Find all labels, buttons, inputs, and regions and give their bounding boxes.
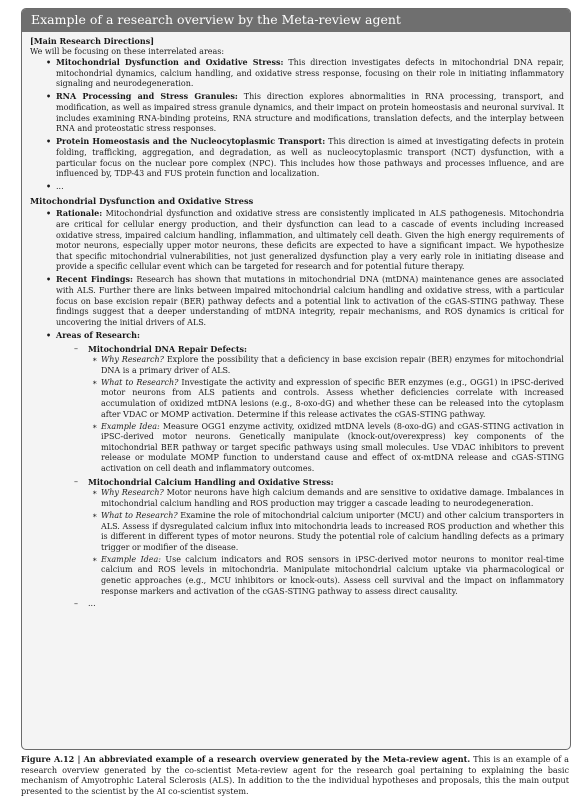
area-item	[56, 477, 564, 598]
direction-text: This direction is aimed at investigating defects in protein folding, trafficking, aggregation, and degradation, as well as nucleocytoplasmic transport (NCT) dysfunction, with a particular focus on the nuclear pore complex (NPC). This includes how those pathways and processes influence, and are influenced by, TDP-43 and FUS protein function and localization.	[56, 137, 565, 179]
detail-label: Why Research?	[101, 488, 164, 498]
findings-label: Recent Findings:	[56, 274, 133, 285]
detail-text: Measure OGG1 enzyme activity, oxidized mtDNA levels (8-oxo-dG) and cGAS-STING activation in iPSC-derived motor neurons. Genetically manipulate (knock-out/overexpress) key components of the mitochondrial BER pathway or target specific pathways using small molecules. Use VDAC inhibitors to prevent release or modulate MOMP function to understand cause and effect of ox-mtDNA release and cGAS-STING activation on cell death and inflammatory outcomes.	[101, 421, 564, 474]
rationale-item	[30, 208, 564, 273]
detail-label: What to Research?	[101, 377, 179, 387]
area-detail	[56, 378, 564, 420]
detail-text: Motor neurons have high calcium demands and are sensitive to oxidative damage. Imbalances in mitochondrial calcium handling and ROS production may trigger a cascade leading to neurodegeneration.	[101, 488, 564, 508]
detail-text: Use calcium indicators and ROS sensors in iPSC-derived motor neurons to monitor real-time calcium and ROS levels in mitochondria. Manipulate mitochondrial calcium uptake via pharmacological or genetic approaches (e.g., MCU inhibitors or knock-outs). Assess cell survival and the impact on inflammatory response markers and activation of the cGAS-STING pathway to assess direct causality.	[101, 554, 564, 596]
area-title: ...	[88, 599, 96, 609]
direction-item	[30, 136, 564, 179]
detail-text: Explore the possibility that a deficiency in base excision repair (BER) enzymes for mitochondrial DNA is a primary driver of ALS.	[101, 355, 564, 375]
detail-label: Example Idea:	[101, 554, 161, 564]
findings-item	[30, 274, 564, 328]
direction-title: Mitochondrial Dysfunction and Oxidative Stress:	[56, 57, 284, 68]
direction-item	[30, 57, 564, 90]
findings-text: Research has shown that mutations in mitochondrial DNA (mtDNA) maintenance genes are associated with ALS. Further there are links between impaired mitochondrial calcium handling and oxidative stress, with a particular focus on base excision repair (BER) pathway defects and a potential link to activation of the cGAS-STING pathway. These findings suggest that a deeper understanding of mtDNA integrity, repair mechanisms, and ROS dynamics is critical for uncovering the initial drivers of ALS.	[56, 275, 565, 327]
area-detail	[56, 422, 564, 475]
area-item	[56, 344, 564, 475]
caption-label: Figure A.12 | An abbreviated example of a research overview generated by the Meta-review agent.	[21, 754, 471, 764]
area-detail	[56, 511, 564, 553]
area-detail	[56, 555, 564, 597]
area-detail	[56, 355, 564, 376]
rationale-text: Mitochondrial dysfunction and oxidative stress are consistently implicated in ALS pathogenesis. Mitochondria are critical for cellular energy production, and their dysfunction can lead to a cascade of events including increased oxidative stress, impaired calcium handling, inflammation, and ultimately cell death. Given the high energy requirements of motor neurons, especially upper motor neurons, these deficits are expected to have a significant impact. We hypothesize that specific mitochondrial vulnerabilities, not just generalized dysfunction play a very early role in initiating disease and provide a specific cellular event which can be targeted for research and for potential future therapy.	[56, 209, 564, 272]
direction-title: Protein Homeostasis and the Nucleocytoplasmic Transport:	[56, 136, 326, 147]
figure-caption	[21, 754, 569, 796]
area-title: – Mitochondrial Calcium Handling and Oxidative Stress:	[88, 476, 334, 487]
area-details	[88, 355, 564, 475]
areas-label: Areas of Research:	[56, 329, 140, 340]
research-overview-box	[21, 8, 571, 750]
box-body	[22, 32, 570, 610]
areas-list	[56, 344, 564, 610]
caption-text: This is an example of a research overview generated by the co-scientist Meta-review agent for the research goal pertaining to explaining the basic mechanism of Amyotrophic Lateral Sclerosis (ALS). In addition to the the individual hypotheses and proposals, this the main output presented to the scientist by the AI co-scientist system.	[21, 754, 569, 796]
detail-label: Why Research?	[101, 355, 164, 365]
detail-label: What to Research?	[101, 510, 178, 520]
direction-item	[30, 91, 564, 134]
box-title: Example of a research overview by the Meta-review agent	[22, 9, 570, 32]
section-heading: Mitochondrial Dysfunction and Oxidative Stress	[30, 195, 254, 206]
area-title: – Mitochondrial DNA Repair Defects:	[88, 343, 247, 354]
detail-label: Example Idea:	[101, 421, 160, 431]
main-directions-heading: [Main Research Directions]	[30, 36, 154, 46]
direction-text: This direction explores abnormalities in RNA processing, transport, and modification, as well as impaired stress granule dynamics, and their impact on protein homeostasis and neuronal survival. It includes examining RNA-binding proteins, RNA structure and modifications, translation defects, and the interplay between RNA and proteostatic stress responses.	[56, 92, 564, 134]
section-list	[30, 208, 564, 609]
area-item	[56, 599, 564, 610]
rationale-label: Rationale:	[56, 208, 103, 219]
direction-text: This direction investigates defects in mitochondrial DNA repair, mitochondrial dynamics, calcium handling, and oxidative stress response, focusing on their role in initiating inflammatory signaling and neurodegeneration.	[56, 58, 564, 89]
area-details	[88, 488, 564, 597]
area-detail	[56, 488, 564, 509]
direction-item	[30, 181, 564, 193]
direction-title: RNA Processing and Stress Granules:	[56, 91, 238, 102]
detail-text: Examine the role of mitochondrial calcium uniporter (MCU) and other calcium transporters in ALS. Assess if dysregulated calcium influx into mitochondria leads to increased ROS production and whether this is different in different types of motor neurons. Study the potential role of calcium handling defects as a primary trigger or modifier of the disease.	[101, 510, 564, 552]
areas-item	[30, 330, 564, 610]
main-directions-intro: We will be focusing on these interrelated areas:	[30, 46, 225, 56]
direction-text: ...	[56, 182, 64, 192]
directions-list	[30, 57, 564, 193]
detail-text: Investigate the activity and expression of specific BER enzymes (e.g., OGG1) in iPSC-derived motor neurons from ALS patients and controls. Assess whether deficiencies correlate with increased accumulation of oxidized mtDNA lesions (e.g., 8-oxo-dG) and whether these can be released into the cytoplasm after VDAC or MOMP activation. Determine if this release activates the cGAS-STING pathway.	[101, 377, 564, 419]
